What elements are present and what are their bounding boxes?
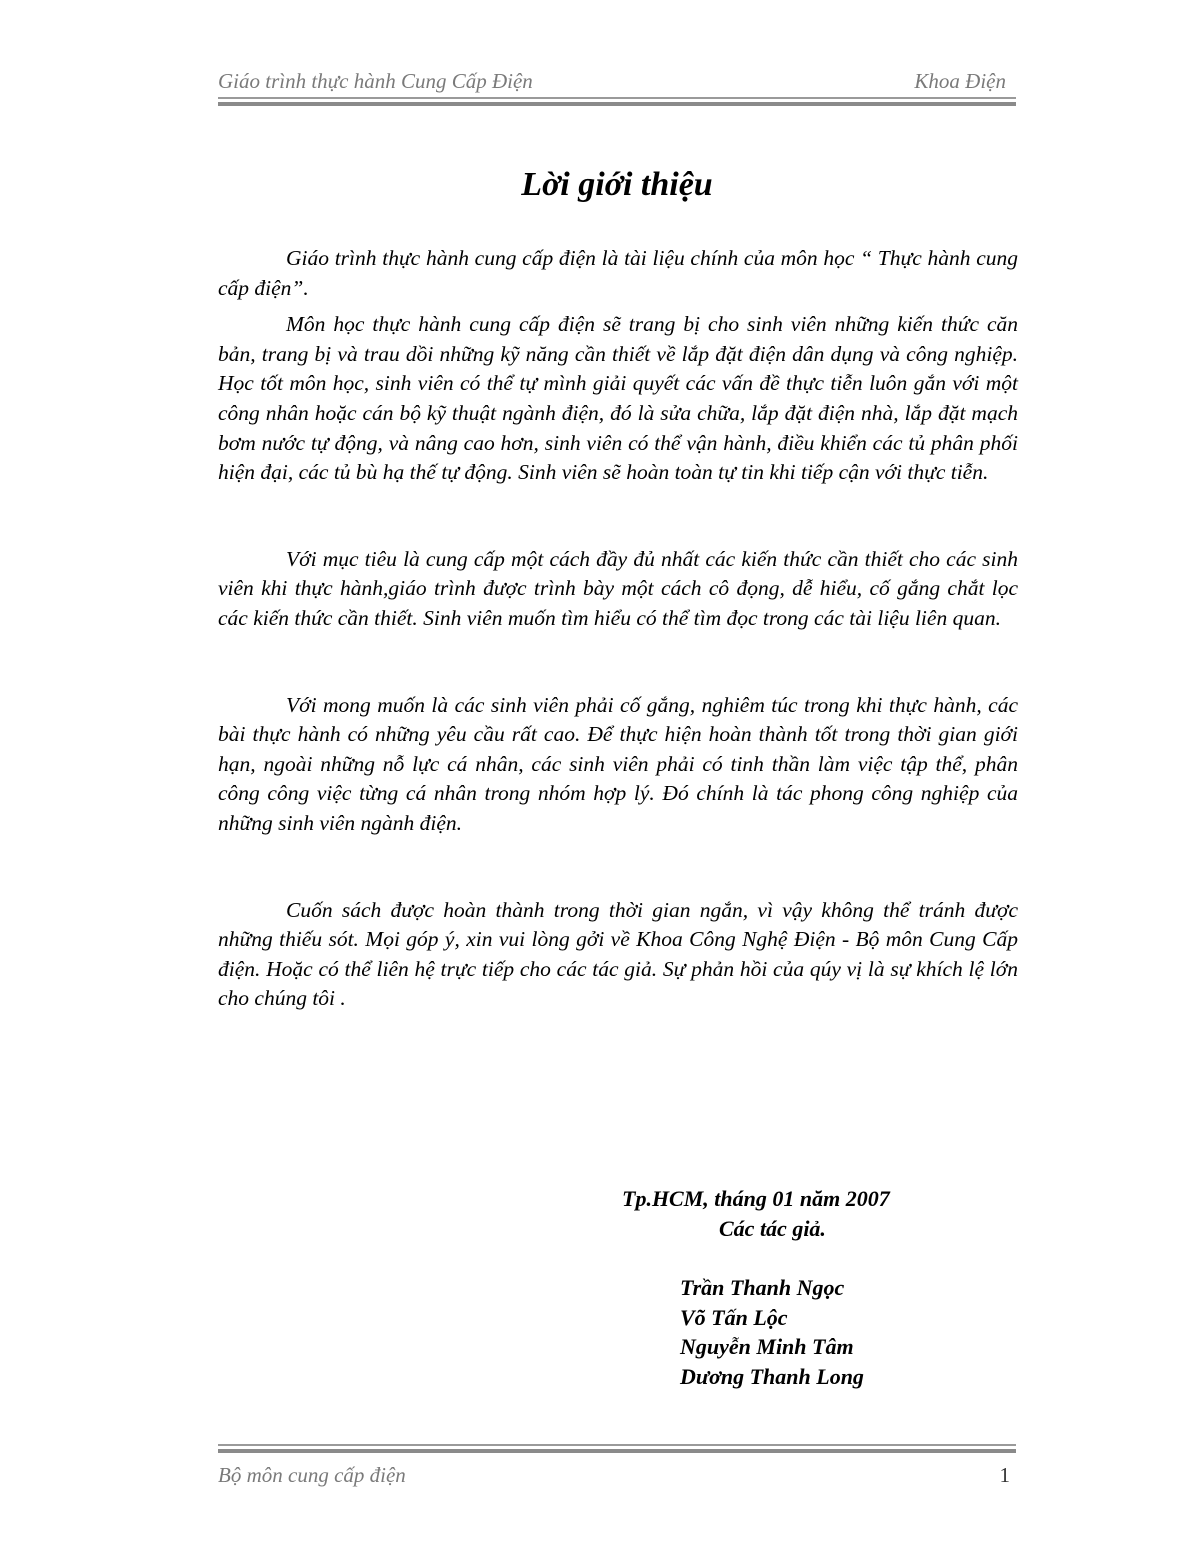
signature-place-date: Tp.HCM, tháng 01 năm 2007: [622, 1186, 890, 1211]
footer-divider-line: [218, 1444, 1016, 1446]
header-divider-line: [218, 97, 1016, 99]
page-title: Lời giới thiệu: [521, 166, 713, 203]
footer-department: Bộ môn cung cấp điện: [218, 1463, 406, 1487]
header-course-title: Giáo trình thực hành Cung Cấp Điện: [218, 69, 533, 93]
paragraph-expectations: Với mong muốn là các sinh viên phải cố gắng, nghiêm túc trong khi thực hành, các bài thực hành có những yêu cầu rất cao. Để thực hiện hoàn thành tốt trong thời gian giới hạn, ngoài những nỗ lực cá nhân, các sinh viên phải có tinh thần làm việc tập thể, phân công công việc từng cá nhân trong nhóm hợp lý. Đó chính là tác phong công nghiệp của những sinh viên ngành điện.: [218, 692, 1018, 835]
header-faculty: Khoa Điện: [914, 69, 1006, 93]
page-header: [218, 66, 1016, 96]
header-divider-line: [218, 102, 1016, 106]
paragraph-course-description: Môn học thực hành cung cấp điện sẽ trang bị cho sinh viên những kiến thức căn bản, trang bị và trau dồi những kỹ năng cần thiết về lắp đặt điện dân dụng và công nghiệp. Học tốt môn học, sinh viên có thể tự mình giải quyết các vấn đề thực tiễn luôn gắn với một công nhân hoặc cán bộ kỹ thuật ngành điện, đó là sửa chữa, lắp đặt điện nhà, lắp đặt mạch bơm nước tự động, và nâng cao hơn, sinh viên có thể vận hành, điều khiển các tủ phân phối hiện đại, các tủ bù hạ thế tự động. Sinh viên sẽ hoàn toàn tự tin khi tiếp cận với thực tiễn.: [218, 312, 1018, 485]
signature-authors-label: Các tác giả.: [719, 1215, 826, 1241]
page-number: 1: [999, 1463, 1010, 1487]
author-list: [680, 1273, 982, 1391]
signature-block: [622, 1184, 982, 1391]
page-footer: [218, 1460, 1016, 1490]
author-name: Nguyễn Minh Tâm: [680, 1334, 854, 1359]
paragraph-feedback: Cuốn sách được hoàn thành trong thời gian ngắn, vì vậy không thể tránh được những thiếu sót. Mọi góp ý, xin vui lòng gởi về Khoa Công Nghệ Điện - Bộ môn Cung Cấp điện. Hoặc có thể liên hệ trực tiếp cho các tác giả. Sự phản hồi của qúy vị là sự khích lệ lớn cho chúng tôi .: [218, 897, 1018, 1011]
author-name: Trần Thanh Ngọc: [680, 1275, 845, 1300]
author-name: Dương Thanh Long: [680, 1363, 864, 1389]
footer-divider: [218, 1444, 1016, 1456]
author-name: Võ Tấn Lộc: [680, 1304, 788, 1330]
paragraph-goal: Với mục tiêu là cung cấp một cách đầy đủ nhất các kiến thức cần thiết cho các sinh viên khi thực hành,giáo trình được trình bày một cách cô đọng, dễ hiểu, cố gắng chắt lọc các kiến thức cần thiết. Sinh viên muốn tìm hiểu có thể tìm đọc trong các tài liệu liên quan.: [218, 546, 1018, 630]
footer-divider-line: [218, 1449, 1016, 1453]
body-text: [218, 244, 1018, 1014]
header-divider: [218, 97, 1016, 109]
paragraph-intro: Giáo trình thực hành cung cấp điện là tài liệu chính của môn học “ Thực hành cung cấp điện”.: [218, 246, 1018, 300]
